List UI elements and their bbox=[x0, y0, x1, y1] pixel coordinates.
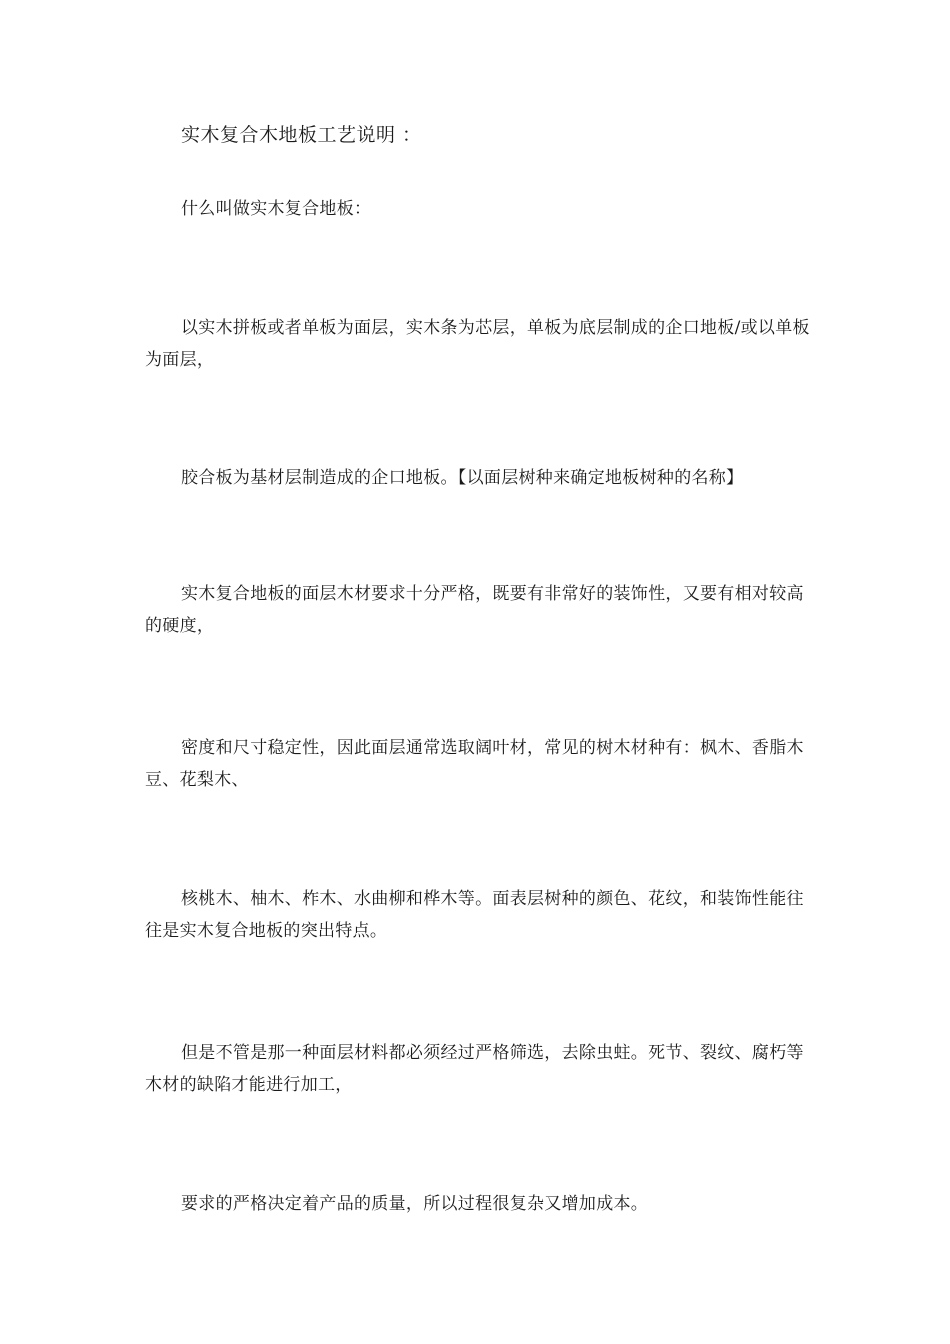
paragraph: 但是不管是那一种面层材料都必须经过严格筛选，去除虫蛀。死节、裂纹、腐朽等木材的缺陷才能进行加工， bbox=[145, 1043, 804, 1095]
paragraph: 实木复合地板的面层木材要求十分严格，既要有非常好的装饰性，又要有相对较高的硬度， bbox=[145, 584, 804, 636]
paragraph: 胶合板为基材层制造成的企口地板。【以面层树种来确定地板树种的名称】 bbox=[181, 468, 744, 488]
paragraph: 核桃木、柚木、柞木、水曲柳和桦木等。面表层树种的颜色、花纹，和装饰性能往往是实木复合地板的突出特点。 bbox=[145, 889, 804, 941]
question-heading: 什么叫做实木复合地板： bbox=[181, 199, 372, 219]
document-title: 实木复合木地板工艺说明 ： bbox=[181, 124, 422, 146]
paragraph: 以实木拼板或者单板为面层，实木条为芯层，单板为底层制成的企口地板/或以单板为面层， bbox=[145, 318, 810, 370]
paragraph: 要求的严格决定着产品的质量，所以过程很复杂又增加成本。 bbox=[181, 1194, 649, 1214]
paragraph: 密度和尺寸稳定性，因此面层通常选取阔叶材，常见的树木材种有：枫木、香脂木豆、花梨木、 bbox=[145, 738, 804, 790]
